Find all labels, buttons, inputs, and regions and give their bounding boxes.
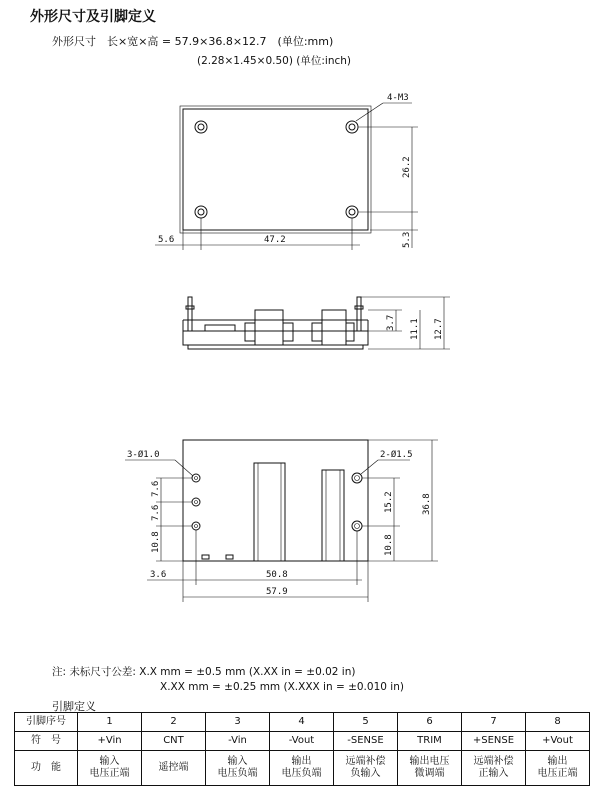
dim-15-2: 15.2 [384, 491, 394, 513]
section-title: 外形尺寸及引脚定义 [30, 9, 156, 25]
pin-function: 输出 电压正端 [526, 751, 590, 786]
dim-12-7: 12.7 [434, 318, 444, 340]
pin-hole [192, 474, 200, 482]
pin-definition-table [14, 712, 590, 786]
pin-symbol: TRIM [398, 732, 462, 751]
mounting-hole [195, 121, 207, 133]
pin-symbol: CNT [142, 732, 206, 751]
dim-47-2: 47.2 [264, 235, 286, 245]
pin-symbol: -Vin [206, 732, 270, 751]
dim-26-2: 26.2 [402, 156, 412, 178]
dim-10-8-right: 10.8 [384, 534, 394, 556]
top-view [155, 93, 418, 250]
dimensions-line-inch: (2.28×1.45×0.50) (单位:inch) [197, 55, 351, 67]
dim-50-8: 50.8 [266, 570, 288, 580]
pin-symbol: -SENSE [334, 732, 398, 751]
bottom-view [125, 440, 438, 602]
pin3-label: 3-Ø1.0 [127, 450, 160, 460]
pin-no: 5 [334, 713, 398, 732]
pin-symbol: +Vout [526, 732, 590, 751]
dim-7-6-b: 7.6 [151, 504, 161, 521]
pin-no: 7 [462, 713, 526, 732]
pin2-label: 2-Ø1.5 [380, 450, 413, 460]
pin-symbol: -Vout [270, 732, 334, 751]
tolerance-note-2: X.XX mm = ±0.25 mm (X.XXX in = ±0.010 in) [160, 681, 404, 693]
pin-no: 2 [142, 713, 206, 732]
pin-hole [192, 498, 200, 506]
dim-5-6: 5.6 [158, 235, 175, 245]
table-row [15, 732, 590, 751]
holes-label: 4-M3 [387, 93, 409, 103]
pin-hole [192, 522, 200, 530]
row-header-function: 功 能 [15, 751, 78, 786]
pin-table-title: 引脚定义 [52, 700, 96, 713]
dim-11-1: 11.1 [410, 318, 420, 340]
pin-function: 远端补偿 正输入 [462, 751, 526, 786]
pin-function: 输入 电压负端 [206, 751, 270, 786]
table-row [15, 751, 590, 786]
table-row [15, 713, 590, 732]
row-header-pin-no: 引脚序号 [15, 713, 78, 732]
pin-no: 1 [78, 713, 142, 732]
dim-36-8: 36.8 [422, 493, 432, 515]
tolerance-note-1: 注: 未标尺寸公差: X.X mm = ±0.5 mm (X.XX in = ±0.02 in) [52, 666, 356, 678]
row-header-symbol: 符 号 [15, 732, 78, 751]
pin-no: 4 [270, 713, 334, 732]
pin-hole [352, 473, 362, 483]
pin-function: 输出 电压负端 [270, 751, 334, 786]
pin-function: 遥控端 [142, 751, 206, 786]
mounting-hole [195, 206, 207, 218]
pin-no: 6 [398, 713, 462, 732]
dim-10-8: 10.8 [151, 531, 161, 553]
pin-function: 输入 电压正端 [78, 751, 142, 786]
pin-hole [352, 521, 362, 531]
pin-function: 输出电压 微调端 [398, 751, 462, 786]
dim-57-9: 57.9 [266, 587, 288, 597]
dim-3-7: 3.7 [386, 314, 396, 331]
pin-function: 远端补偿 负输入 [334, 751, 398, 786]
dimensions-line-mm: 外形尺寸 长×宽×高 = 57.9×36.8×12.7 (单位:mm) [52, 35, 334, 48]
pin-symbol: +SENSE [462, 732, 526, 751]
mounting-hole [346, 206, 358, 218]
dim-5-3: 5.3 [402, 231, 412, 248]
mounting-hole [346, 121, 358, 133]
side-view [183, 297, 450, 349]
dim-7-6-a: 7.6 [151, 480, 161, 497]
dim-3-6: 3.6 [150, 570, 167, 580]
pin-no: 8 [526, 713, 590, 732]
pin-symbol: +Vin [78, 732, 142, 751]
pin-no: 3 [206, 713, 270, 732]
